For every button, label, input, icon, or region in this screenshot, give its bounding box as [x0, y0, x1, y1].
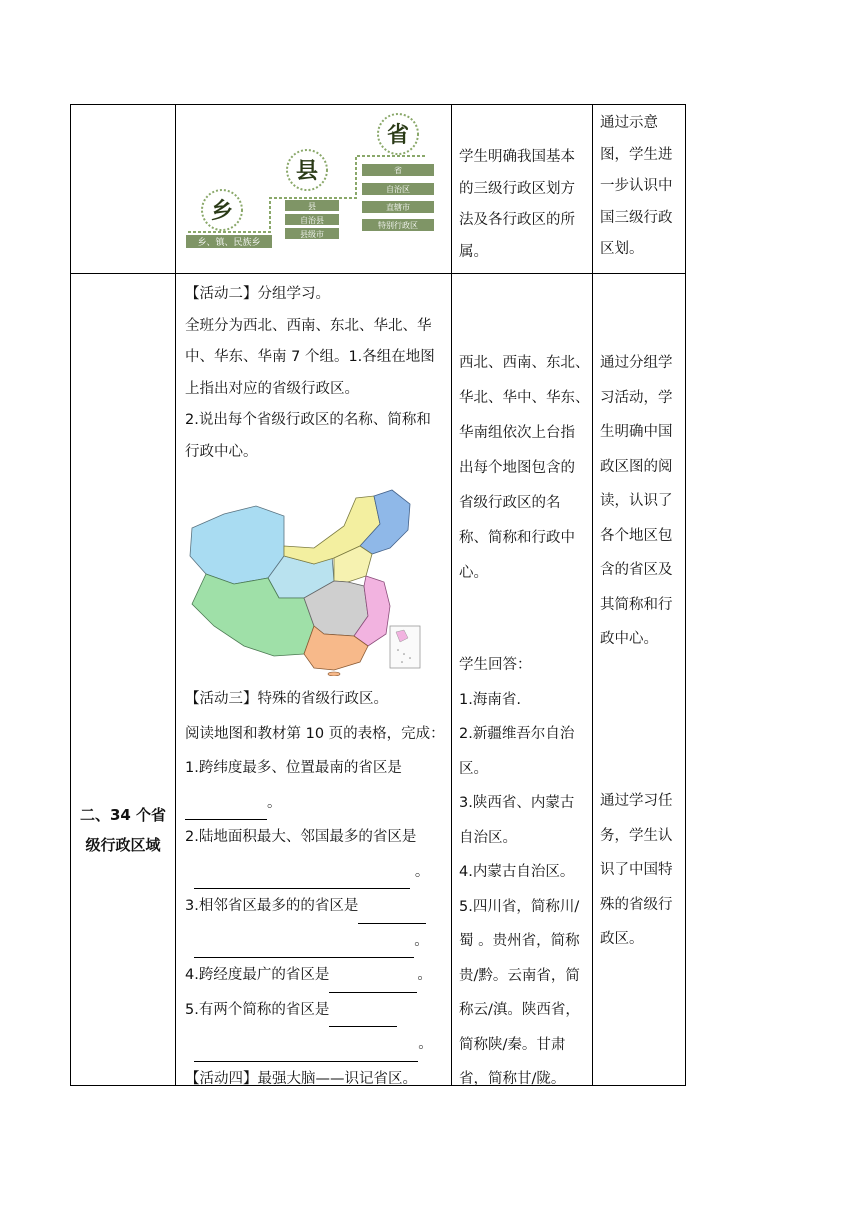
- svg-text:自治县: 自治县: [300, 216, 324, 225]
- row2-design-intent-top: 通过分组学 习活动，学 生明确中国 政区图的阅 读，认识了 各个地区包 含的省区及 其简称和行 政中心。: [600, 355, 673, 647]
- answer-blank-3a[interactable]: [358, 905, 426, 924]
- admin-levels-diagram: [182, 112, 444, 252]
- xian-char: 县: [295, 159, 319, 184]
- activity-two: 【活动二】分组学习。 全班分为西北、西南、东北、华北、华 中、华东、华南 7 个组。1.各组在地图 上指出对应的省级行政区。 2.说出每个省级行政区的名称、简称和 行政中心。: [185, 279, 447, 468]
- table-top-border: [70, 104, 686, 105]
- activity-four-title: 【活动四】最强大脑——识记省区。: [185, 1070, 417, 1087]
- row2-student-answers: 学生回答： 1.海南省. 2.新疆维吾尔自治 区。 3.陕西省、内蒙古 自治区。 4.内蒙古自治区。 5.四川省，简称川/ 蜀 。贵州省，简称 贵/黔。云南省，简 称云/滇。陕西省， 简称陕/秦。甘肃 省，简称甘/陇。: [459, 657, 580, 1087]
- xiang-char: 乡: [210, 199, 234, 224]
- svg-text:直辖市: 直辖市: [386, 203, 410, 212]
- sheng-char: 省: [386, 123, 410, 148]
- svg-text:省: 省: [394, 166, 402, 175]
- activity-three-title: 【活动三】特殊的省级行政区。: [185, 691, 388, 707]
- svg-text:县: 县: [308, 202, 316, 211]
- answer-blank-5a[interactable]: [329, 1008, 397, 1027]
- table-left-border: [70, 104, 71, 1086]
- row1-student-activity: 学生明确我国基本 的三级行政区划方 法及各行政区的所 属。: [459, 149, 575, 260]
- svg-text:特别行政区: 特别行政区: [378, 221, 418, 230]
- col-divider-1: [175, 104, 176, 1086]
- svg-text:自治区: 自治区: [386, 185, 410, 194]
- row2-design-intent-bottom: 通过学习任 务，学生认 识了中国特 殊的省级行 政区。: [600, 793, 673, 947]
- section-title: 二、34 个省 级行政区域: [79, 806, 167, 854]
- row-divider: [70, 273, 686, 274]
- svg-text:县级市: 县级市: [300, 230, 324, 239]
- answer-blank-4[interactable]: [329, 974, 417, 993]
- answer-blank-5b[interactable]: [194, 1043, 418, 1062]
- china-regions-map: [184, 486, 424, 676]
- table-right-border: [685, 104, 686, 1086]
- answer-blank-3b[interactable]: [194, 939, 414, 958]
- row1-design-intent: 通过示意 图，学生进 一步认识中 国三级行政 区划。: [600, 115, 673, 257]
- col-divider-2: [451, 104, 452, 1086]
- row2-student-activity-top: 西北、西南、东北、 华北、华中、华东、 华南组依次上台指 出每个地图包含的 省级行政区的名 称、简称和行政中 心。: [459, 355, 590, 581]
- col-divider-3: [592, 104, 593, 1086]
- xiang-item: 乡、镇、民族乡: [197, 238, 261, 248]
- activity-three: 【活动三】特殊的省级行政区。 阅读地图和教材第 10 页的表格，完成： 1.跨纬度最多、位置最南的省区是 。 2.陆地面积最大、邻国最多的省区是 。 3.相邻省区最多的的省区是 。 4.跨经度最广的省区是 。 5.有两个简称的省区是 。 【活动四】最强大脑——识记省区。: [185, 682, 449, 1096]
- answer-blank-1[interactable]: [185, 801, 267, 820]
- answer-blank-2[interactable]: [194, 870, 410, 889]
- activity-two-title: 【活动二】分组学习。: [185, 286, 330, 302]
